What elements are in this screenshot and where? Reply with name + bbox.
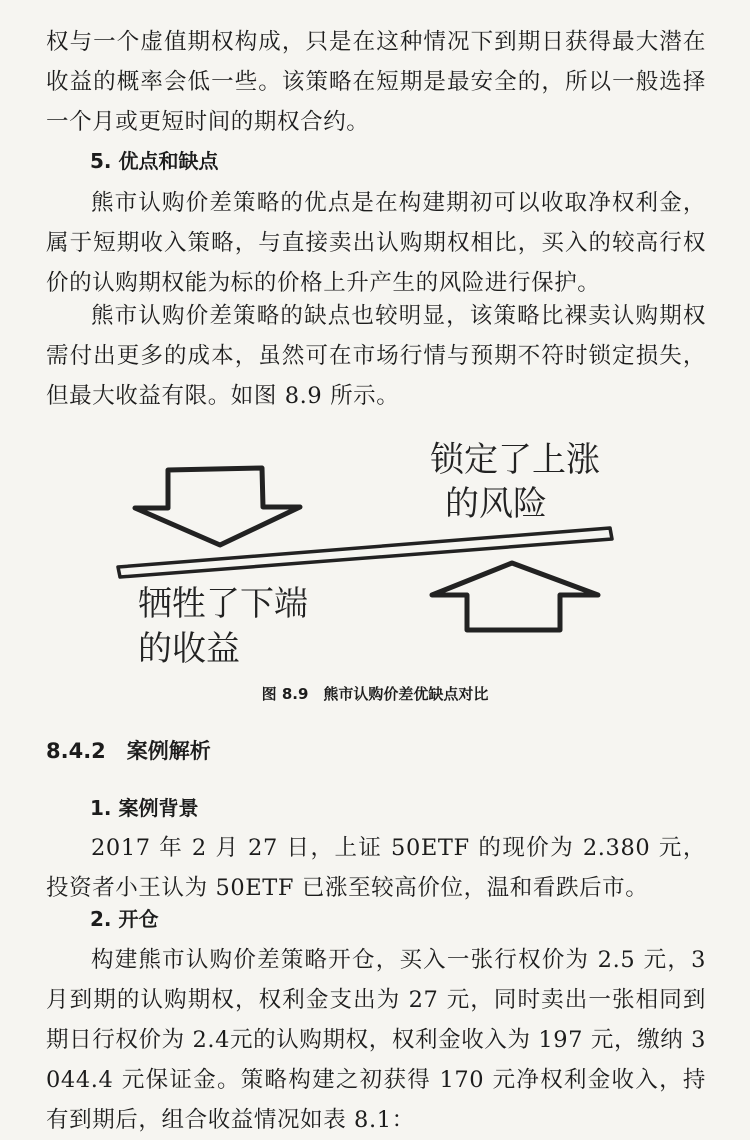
section-heading-background: 1. 案例背景 <box>90 796 199 820</box>
paragraph-advantages: 熊市认购价差策略的优点是在构建期初可以收取净权利金，属于短期收入策略，与直接卖出认购期权相比，买入的较高行权价的认购期权能为标的价格上升产生的风险进行保护。 <box>46 190 706 296</box>
down-arrow-icon <box>135 468 300 545</box>
pros-cons-diagram <box>0 425 750 690</box>
up-arrow-icon <box>432 563 598 630</box>
paragraph-background: 2017 年 2 月 27 日，上证 50ETF 的现价为 2.380 元，投资者小王认为 50ETF 已涨至较高价位，温和看跌后市。 <box>46 835 706 901</box>
paragraph-open-position: 构建熊市认购价差策略开仓，买入一张行权价为 2.5 元，3 月到期的认购期权，权利金支出为 27 元，同时卖出一张相同到期日行权价为 2.4元的认购期权，权利金收入为 197 元，缴纳 3 044.4 元保证金。策略构建之初获得 170 元净权利金收入，持有到期后，组合收益情况如表 8.1： <box>46 947 706 1133</box>
figure-caption: 图 8.9 熊市认购价差优缺点对比 <box>261 685 489 703</box>
section-heading-open: 2. 开仓 <box>90 907 159 931</box>
paragraph-disadvantages: 熊市认购价差策略的缺点也较明显，该策略比裸卖认购期权需付出更多的成本，虽然可在市场行情与预期不符时锁定损失，但最大收益有限。如图 8.9 所示。 <box>46 303 706 409</box>
subsection-heading-case: 8.4.2 案例解析 <box>46 739 211 763</box>
label-bottom-line1: 牺牲了下端 <box>138 584 308 624</box>
label-top-line1: 锁定了上涨 <box>430 440 600 480</box>
paragraph-continuation: 权与一个虚值期权构成，只是在这种情况下到期日获得最大潜在收益的概率会低一些。该策略在短期是最安全的，所以一般选择一个月或更短时间的期权合约。 <box>46 29 706 135</box>
label-top-line2: 的风险 <box>445 484 547 524</box>
label-bottom-line2: 的收益 <box>138 629 240 669</box>
figure-8-9 <box>0 425 750 690</box>
section-heading-pros-cons: 5. 优点和缺点 <box>90 149 219 173</box>
